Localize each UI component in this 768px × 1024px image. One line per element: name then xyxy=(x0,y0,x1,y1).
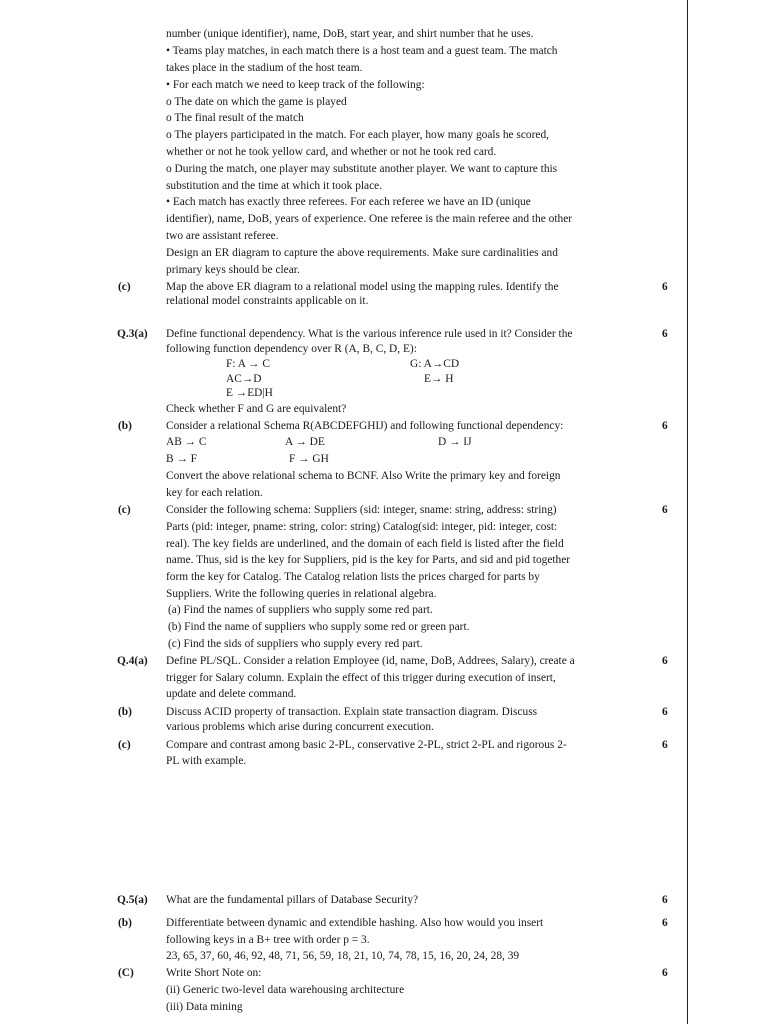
intro-line: • For each match we need to keep track of the following: xyxy=(166,79,425,91)
fd-item: AC→D xyxy=(226,373,262,385)
question-text: Define functional dependency. What is the various inference rule used in it? Consider the xyxy=(166,328,573,340)
question-text: What are the fundamental pillars of Database Security? xyxy=(166,894,419,906)
question-label: (b) xyxy=(118,420,132,432)
question-text: Parts (pid: integer, pname: string, color: string) Catalog(sid: integer, pid: integer, cost: xyxy=(166,521,558,533)
question-text: Discuss ACID property of transaction. Explain state transaction diagram. Discuss xyxy=(166,706,538,718)
intro-line: o The final result of the match xyxy=(166,112,304,124)
marks: 6 xyxy=(662,504,668,516)
question-text: Consider the following schema: Suppliers (sid: integer, sname: string, address: string) xyxy=(166,504,557,516)
marks: 6 xyxy=(662,917,668,929)
fd-item: E →ED|H xyxy=(226,387,273,399)
question-text: Map the above ER diagram to a relational model using the mapping rules. Identify the xyxy=(166,281,559,293)
question-label: Q.4(a) xyxy=(117,655,148,667)
marks: 6 xyxy=(662,739,668,751)
question-label: (b) xyxy=(118,917,132,929)
intro-line: identifier), name, DoB, years of experience. One referee is the main referee and the other xyxy=(166,213,573,225)
question-text: (iii) Data mining xyxy=(166,1001,243,1013)
question-text: following keys in a B+ tree with order p = 3. xyxy=(166,934,370,946)
intro-line: primary keys should be clear. xyxy=(166,264,300,276)
sub-item: (b) Find the name of suppliers who supply some red or green part. xyxy=(168,621,470,633)
question-text: Define PL/SQL. Consider a relation Employee (id, name, DoB, Addrees, Salary), create a xyxy=(166,655,575,667)
fd-item: E→ H xyxy=(424,373,454,385)
marks: 6 xyxy=(662,967,668,979)
marks: 6 xyxy=(662,420,668,432)
intro-line: o During the match, one player may substitute another player. We want to capture this xyxy=(166,163,558,175)
question-label: Q.5(a) xyxy=(117,894,148,906)
question-text: various problems which arise during concurrent execution. xyxy=(166,721,434,733)
question-label: (C) xyxy=(118,967,134,979)
question-text: key for each relation. xyxy=(166,487,263,499)
fd-item: D → IJ xyxy=(438,436,472,448)
marks: 6 xyxy=(662,328,668,340)
marks: 6 xyxy=(662,706,668,718)
question-text: Convert the above relational schema to BCNF. Also Write the primary key and foreign xyxy=(166,470,561,482)
question-label: Q.3(a) xyxy=(117,328,148,340)
question-text: real). The key fields are underlined, and the domain of each field is listed after the field xyxy=(166,538,564,550)
question-text: update and delete command. xyxy=(166,688,297,700)
intro-line: o The players participated in the match. For each player, how many goals he scored, xyxy=(166,129,550,141)
intro-line: o The date on which the game is played xyxy=(166,96,347,108)
question-text: Suppliers. Write the following queries in relational algebra. xyxy=(166,588,437,600)
question-label: (b) xyxy=(118,706,132,718)
question-label: (c) xyxy=(118,739,131,751)
fd-item: B → F xyxy=(166,453,198,465)
page-margin-rule xyxy=(687,0,688,1024)
fd-set-g: G: A→CD xyxy=(410,358,460,370)
intro-line: number (unique identifier), name, DoB, start year, and shirt number that he uses. xyxy=(166,28,534,40)
intro-line: substitution and the time at which it took place. xyxy=(166,180,383,192)
marks: 6 xyxy=(662,281,668,293)
question-text: Write Short Note on: xyxy=(166,967,262,979)
question-label: (c) xyxy=(118,504,131,516)
intro-line: • Each match has exactly three referees. For each referee we have an ID (unique xyxy=(166,196,531,208)
marks: 6 xyxy=(662,894,668,906)
question-label: (c) xyxy=(118,281,131,293)
question-text: (ii) Generic two-level data warehousing architecture xyxy=(166,984,405,996)
question-text: name. Thus, sid is the key for Suppliers, pid is the key for Parts, and sid and pid together xyxy=(166,554,571,566)
fd-item: A → DE xyxy=(285,436,325,448)
question-text: 23, 65, 37, 60, 46, 92, 48, 71, 56, 59, 18, 21, 10, 74, 78, 15, 16, 20, 24, 28, 39 xyxy=(166,950,520,962)
question-text: Differentiate between dynamic and extendible hashing. Also how would you insert xyxy=(166,917,544,929)
fd-item: AB → C xyxy=(166,436,207,448)
fd-set-f: F: A → C xyxy=(226,358,270,370)
question-text: form the key for Catalog. The Catalog relation lists the prices charged for parts by xyxy=(166,571,540,583)
question-text: Consider a relational Schema R(ABCDEFGHIJ) and following functional dependency: xyxy=(166,420,564,432)
marks: 6 xyxy=(662,655,668,667)
intro-line: two are assistant referee. xyxy=(166,230,279,242)
question-text: following function dependency over R (A, B, C, D, E): xyxy=(166,343,417,355)
question-text: trigger for Salary column. Explain the effect of this trigger during execution of insert, xyxy=(166,672,556,684)
sub-item: (a) Find the names of suppliers who supply some red part. xyxy=(168,604,433,616)
question-text: relational model constraints applicable on it. xyxy=(166,295,369,307)
intro-line: • Teams play matches, in each match there is a host team and a guest team. The match xyxy=(166,45,558,57)
intro-line: Design an ER diagram to capture the above requirements. Make sure cardinalities and xyxy=(166,247,558,259)
question-text: PL with example. xyxy=(166,755,247,767)
intro-line: takes place in the stadium of the host team. xyxy=(166,62,363,74)
question-text: Compare and contrast among basic 2-PL, conservative 2-PL, strict 2-PL and rigorous 2- xyxy=(166,739,567,751)
sub-item: (c) Find the sids of suppliers who supply every red part. xyxy=(168,638,423,650)
fd-item: F → GH xyxy=(289,453,329,465)
question-text: Check whether F and G are equivalent? xyxy=(166,403,347,415)
intro-line: whether or not he took yellow card, and whether or not he took red card. xyxy=(166,146,497,158)
